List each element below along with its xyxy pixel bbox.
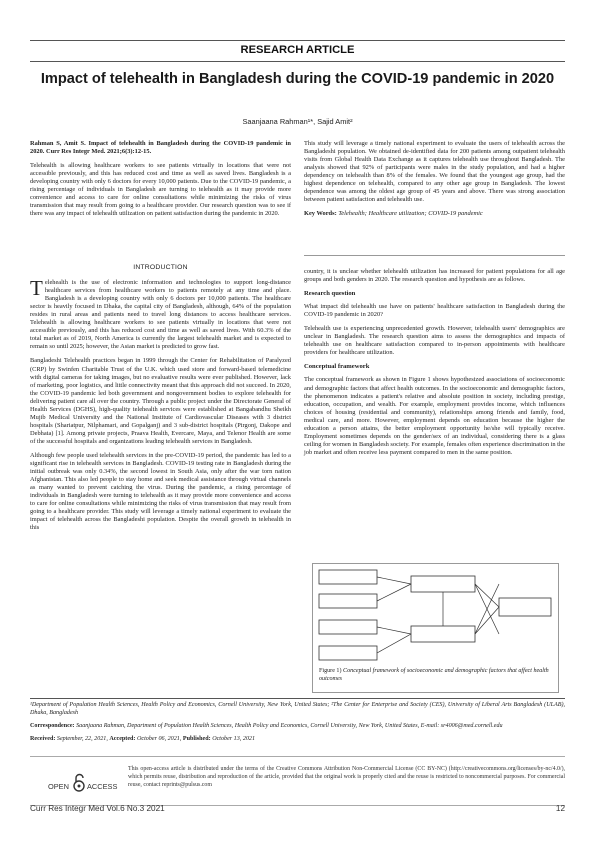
keywords-label: Key Words: (304, 210, 337, 218)
open-access-left: OPEN (48, 782, 69, 791)
dropcap-letter: T (30, 276, 43, 301)
page-number: 12 (555, 804, 565, 813)
research-question-heading: Research question (304, 290, 356, 298)
introduction-heading: INTRODUCTION (133, 264, 188, 271)
diagram-connector (377, 584, 411, 601)
license-text: This open-access article is distributed under the terms of the Creative Commons Attribution Non-Commercial License (CC BY-NC) (http://creativecommons.org/licenses/by-nc/4.0/), which permits reuse, distribution and reproduction of the article, provided that the original work is properly cited and the reuse is restricted to noncommercial purposes. For commercial reuse, contact reprints@pulsus.com (128, 766, 565, 789)
abstract-text: Telehealth is allowing healthcare workers to see patients virtually in locations that were not accessible previously, and this has reduced cost and time as well as saved lives. Bangladesh is a developing country with only 6 doctors for every 10,000 patients. Due to the COVID-19 pandemic, a rising percentage of individuals in Bangladesh are turning to telehealth as it may provide more convenience and access to care for online consultations while minimizing the risks of virus transmission that may result from going to a healthcare provider. Our research question was to see if there was any impact of telehealth utilization on patient satisfaction during the pandemic in 2020. (30, 162, 291, 218)
accepted-label: Accepted: (109, 736, 136, 742)
diagram-connector (377, 627, 411, 634)
article-title: Impact of telehealth in Bangladesh during the COVID-19 pandemic in 2020 (40, 71, 555, 87)
affiliations: ¹Department of Population Health Sciences, Health Policy and Economics, Cornell University, New York, United States; ²The Center for Enterprise and Society (CES), University of Liberal Arts Bangladesh (ULAB), Dhaka, Bangladesh (30, 702, 565, 716)
diagram-box-1 (319, 570, 377, 584)
section-rule (30, 61, 565, 62)
published-date: October 13, 2021 (212, 736, 256, 742)
footnote-rule (30, 698, 565, 699)
correspondence-text: Saanjaana Rahman, Department of Population Health Sciences, Health Policy and Economics, Cornell University, New York, United States, E-mail: sr4006@med.cornell.edu (76, 723, 503, 729)
diagram-connector (377, 634, 411, 653)
accepted-date: October 06, 2021, (137, 736, 182, 742)
figure-caption-text: Conceptual framework of socioeconomic and demographic factors that affect health outcomes (319, 668, 549, 682)
keywords-value: Telehealth; Healthcare utilization; COVID-19 pandemic (338, 210, 483, 218)
diagram-box-4 (319, 646, 377, 660)
figure-1 (312, 563, 559, 693)
abstract-left-column (30, 140, 291, 224)
body-right-column (304, 268, 565, 463)
intro-paragraph-3: Although few people used telehealth services in the pre-COVID-19 period, the pandemic has led to a significant rise in telehealth services in Bangladesh. COVID-19 testing rate in Bangladesh during the initial outbreak was only 0.34%, the second lowest in South Asia, only after the war torn nation Afghanistan. This also led people to stay home and seek medical assistance through virtual channels as many wanted to prevent catching the virus. During the pandemic, a rising percentage of individuals in Bangladesh were turning to telehealth as it may provide more convenience and access to care for online consultations while minimizing the risks of virus transmission that may result from going to a healthcare provider. This study will leverage a timely national experiment to evaluate the impact of telehealth across the Bangladeshi population. Despite the overall growth in telehealth in this (30, 451, 291, 532)
open-access-logo (48, 773, 118, 799)
correspondence-label: Correspondence: (30, 723, 75, 729)
conceptual-framework-heading: Conceptual framework (304, 363, 370, 371)
top-rule (30, 40, 565, 41)
figure-caption-label: Figure 1) (319, 668, 342, 674)
section-label: RESEARCH ARTICLE (240, 44, 355, 56)
diagram-box-outcome (499, 598, 551, 616)
right-paragraph-1: country, it is unclear whether telehealth utilization has increased for patient populations for all age groups and both genders in 2020. The research question and hypothesis are as follows. (304, 268, 565, 284)
license-rule (30, 756, 565, 757)
citation: Rahman S, Amit S. Impact of telehealth in Bangladesh during the COVID-19 pandemic in 2020. Curr Res Integr Med. 2021;6(3):12-15. (30, 140, 291, 156)
dates-line (30, 735, 565, 743)
journal-footer: Curr Res Integr Med Vol.6 No.3 2021 (30, 804, 165, 813)
figure-caption (319, 668, 553, 683)
received-date: September, 22, 2021, (56, 736, 108, 742)
right-paragraph-2: Telehealth use is experiencing unprecedented growth. However, telehealth users' demographics are unclear in Bangladesh. The research question aims to assess the demographics and impacts of telehealth use on healthcare satisfaction compared to in-person appointments with healthcare providers for healthcare utilization. (304, 325, 565, 357)
diagram-box-2 (319, 594, 377, 608)
received-label: Received: (30, 736, 56, 742)
diagram-connector (475, 607, 499, 634)
intro-paragraph-1: elehealth is the use of electronic information and technologies to support long-distance healthcare services from healthcare workers to patients remotely at any time and place. Bangladesh is a developing country with only 6 doctors per 10,000 patients. The healthcare sector is heavily focused in Dhaka, the capital city of Bangladesh, although, 64% of the population resides in rural areas and patients need to travel long distances to access healthcare services. Telehealth is allowing healthcare workers to see patients virtually in locations that were not accessible previously, and this has reduced cost and time as well as saved lives. With 60.3% of the total market as of 2019, North America is currently the largest telehealth market and is expected to remain so until 2025; however, the Asian market is predicted to grow fast. (30, 279, 291, 351)
abstract-text-continued: This study will leverage a timely national experiment to evaluate the users of telehealth across the Bangladeshi population. We obtained de-identified data for 200 patients among outpatient telehealth visits from Global Health Data Exchange as it captures telehealth use throughout Bangladesh. The analysis showed that 92% of participants were males in the study population, and had a higher dependency on telehealth than 8% of the females. We found that the youngest age group, had the highest dependence on telehealth, compared to any other age group in Bangladesh. The lowest dependence was among the oldest age group of 45 years and above. There was strong association between patient satisfaction and telehealth use. (304, 140, 565, 204)
open-lock-icon (72, 773, 86, 793)
open-access-right: ACCESS (87, 782, 118, 791)
conceptual-framework-text: The conceptual framework as shown in Figure 1 shows hypothesized associations of socioeconomic and demographic factors that affect health outcomes. In the socioeconomic and demographic factors, the phenomenon indicates a patient's relative and absolute position in society, including prestige, education, occupation, and wealth. For example, employment provides income, which influences choices of housing (residential and community), relationships among friends and family, food, medical care, and more. However, employment depends on education because the higher the education a person attains, the better employment opportunity he/she will typically receive. Employment sometimes depends on the gender/sex of an individual, considering there is a glass ceiling for women in Bangladesh society. For example, females often experience discrimination in the job market and often receive less payment compared to men in the same position. (304, 376, 565, 456)
abstract-right-column (304, 140, 565, 224)
diagram-box-3 (319, 620, 377, 634)
keywords (304, 210, 565, 218)
authors: Saanjaana Rahman¹*, Sajid Amit² (242, 117, 353, 126)
intro-paragraph-2: Bangladeshi Telehealth practices began in 1999 through the Center for Rehabilitation of Paralyzed (CRP) by Swinfen Charitable Trust of the U.K. which used store and forward-based telemedicine with digital cameras for taking images, but no evaluative results were ever published. However, lack of marketing, poor logistics, and little connectivity meant that this approach did not succeed. In 2020, the COVID-19 pandemic led both government and nongovernment bodies to explore telehealth for delivering patient care all over the country. Through a public project under the Directorate General of Health Services (DGHS), high-quality telehealth services were established at Bangabandhu Sheikh Mujib Medical University and the National Institute of Cardiovascular Diseases with 3 district hospitals (Shariatpur, Nilphamari, and Gopalganj) and 3 sub-district hospitals (Pirgonj, Dakope and Debhata) [1]. Among private projects, Praava Health, Evercare, Maya, and Telenor Health are some of the successful hospitals and organizations leading telehealth services in Bangladesh. (30, 357, 291, 445)
published-label: Published: (182, 736, 211, 742)
correspondence (30, 722, 565, 730)
research-question-text: What impact did telehealth use have on patients' healthcare satisfaction in Bangladesh during the COVID-19 pandemic in 2020? (304, 303, 565, 319)
body-left-column (30, 264, 291, 538)
abstract-divider (304, 255, 565, 256)
diagram-connector (377, 577, 411, 584)
footnotes (30, 701, 565, 743)
diagram-box-center-top (411, 576, 475, 592)
diagram-connector (475, 584, 499, 607)
diagram-box-center-bottom (411, 626, 475, 642)
